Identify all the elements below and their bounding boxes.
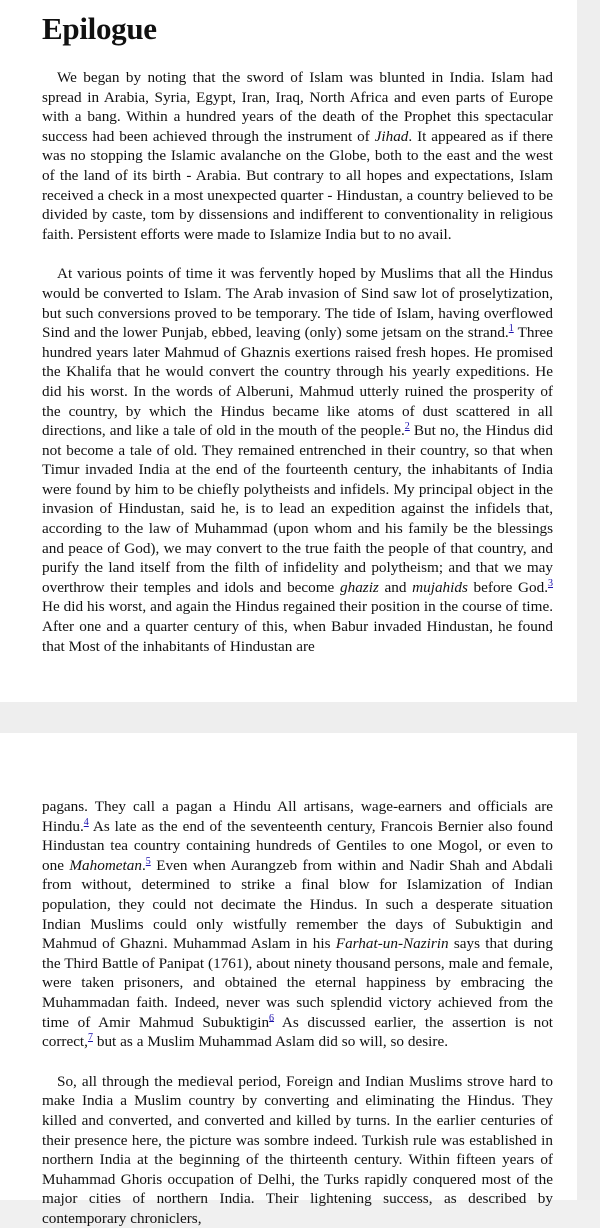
- text: But no, the Hindus did not become a tale of old. They remained entrenched in their country, so that when Timur invaded India at the end of the fourteenth century, the inhabitants of India were found by him to be chiefly polytheists and infidels. My principal object in the invasion of Hindustan, said he, is to lead an expedition against the infidels that, according to the law of Muhammad (upon whom and his family be the blessings and peace of God), we may convert to the true faith the people of that country, and purify the land itself from the filth of infidelity and polytheism; and that we may overthrow their temples and idols and become: [42, 422, 553, 596]
- text: We began by noting that the sword of Islam was blunted in India. Islam had spread in Arabia, Syria, Egypt, Iran, Iraq, North Africa and even parts of Europe with a bang. Within a hundred years of the death of the Prophet this spectacular success had been achieved through the instrument of: [42, 69, 553, 145]
- italic-text: ghaziz: [340, 578, 379, 596]
- text: . It appeared as if there was no stopping the Islamic avalanche on the Globe, both to the east and the west of the land of its birth - Arabia. But contrary to all hopes and expectations, Islam received a check in a most unexpected quarter - Hindustan, a country believed to be divided by caste, tom by dissensions and indifferent to conventionality in religious faith. Persistent efforts were made to Islamize India but to no avail.: [42, 127, 553, 243]
- text: before God.: [467, 578, 548, 596]
- paragraph-1: [42, 68, 553, 244]
- paragraph-continued: [42, 797, 553, 1052]
- footnote-link-3[interactable]: 3: [548, 577, 553, 589]
- text: He did his worst, and again the Hindus regained their position in the course of time. After one and a quarter century of this, when Babur invaded Hindustan, he found that Most of the inhabitants of Hindustan are: [42, 598, 553, 655]
- text: Three hundred years later Mahmud of Ghaznis exertions raised fresh hopes. He promised the Khalifa that he would convert the country through his yearly expeditions. He did his worst. In the words of Alberuni, Mahmud utterly ruined the prosperity of the country, by which the Hindus became like atoms of dust scattered in all directions, and like a tale of old in the mouth of the people.: [42, 324, 553, 440]
- text: .: [141, 856, 146, 874]
- footnote-link-6[interactable]: 6: [269, 1012, 275, 1024]
- text: says that during the Third Battle of Panipat (1761), about ninety thousand persons, male and female, were taken prisoners, and obtained the eternal happiness by embracing the Muhammadan faith. Indeed, never was such splendid victory achieved from the time of Amir Mahmud Subuktigin: [42, 935, 553, 1031]
- italic-text: Farhat-un-Nazirin: [335, 935, 449, 953]
- text: pagans. They call a pagan a Hindu All artisans, wage-earners and officials are Hindu.: [42, 798, 553, 835]
- footnote-link-2[interactable]: 2: [404, 421, 410, 433]
- right-scrollbar-gutter[interactable]: [577, 0, 600, 1200]
- text: and: [378, 578, 413, 596]
- text: As discussed earlier, the assertion is not correct,: [42, 1013, 554, 1051]
- chapter-title: Epilogue: [42, 11, 157, 46]
- page-separator: [0, 702, 600, 733]
- text: but as a Muslim Muhammad Aslam did so will, so desire.: [92, 1033, 448, 1051]
- footnote-link-7[interactable]: 7: [87, 1032, 93, 1044]
- footnote-link-1[interactable]: 1: [508, 323, 514, 335]
- text: Even when Aurangzeb from within and Nadir Shah and Abdali from without, determined to strike a final blow for Islamization of Indian population, they could not decimate the Hindus. In such a desperate situation Indian Muslims could only wistfully remember the days of Subuktigin and Mahmud of Ghazni. Muhammad Aslam in his: [42, 856, 554, 953]
- footnote-link-5[interactable]: 5: [145, 855, 151, 867]
- paragraph-2: [42, 264, 553, 656]
- text: At various points of time it was fervently hoped by Muslims that all the Hindus would be converted to Islam. The Arab invasion of Sind saw lot of proselytization, but such conversions proved to be temporary. The tide of Islam, having overflowed Sind and the lower Punjab, ebbed, leaving (only) some jetsam on the strand.: [42, 265, 553, 342]
- paragraph-3: So, all through the medieval period, Foreign and Indian Muslims strove hard to make India a Muslim country by converting and eliminating the Hindus. They killed and converted, and converted and killed by turns. In the earlier centuries of their presence here, the picture was sombre indeed. Turkish rule was established in northern India at the beginning of the thirteenth century. Within fifteen years of Muhammad Ghoris occupation of Delhi, the Turks rapidly conquered most of the major cities of northern India. Their lightening success, as described by contemporary chroniclers,: [42, 1072, 553, 1227]
- italic-text: mujahids: [412, 578, 468, 596]
- page-2: [0, 733, 577, 1227]
- italic-text: Jihad: [374, 127, 409, 145]
- footnote-link-4[interactable]: 4: [83, 816, 89, 828]
- text: As late as the end of the seventeenth century, Francois Bernier also found Hindustan tea country containing hundreds of Gentiles to one Mogol, or even to one: [42, 817, 553, 874]
- italic-text: Mahometan: [69, 856, 142, 874]
